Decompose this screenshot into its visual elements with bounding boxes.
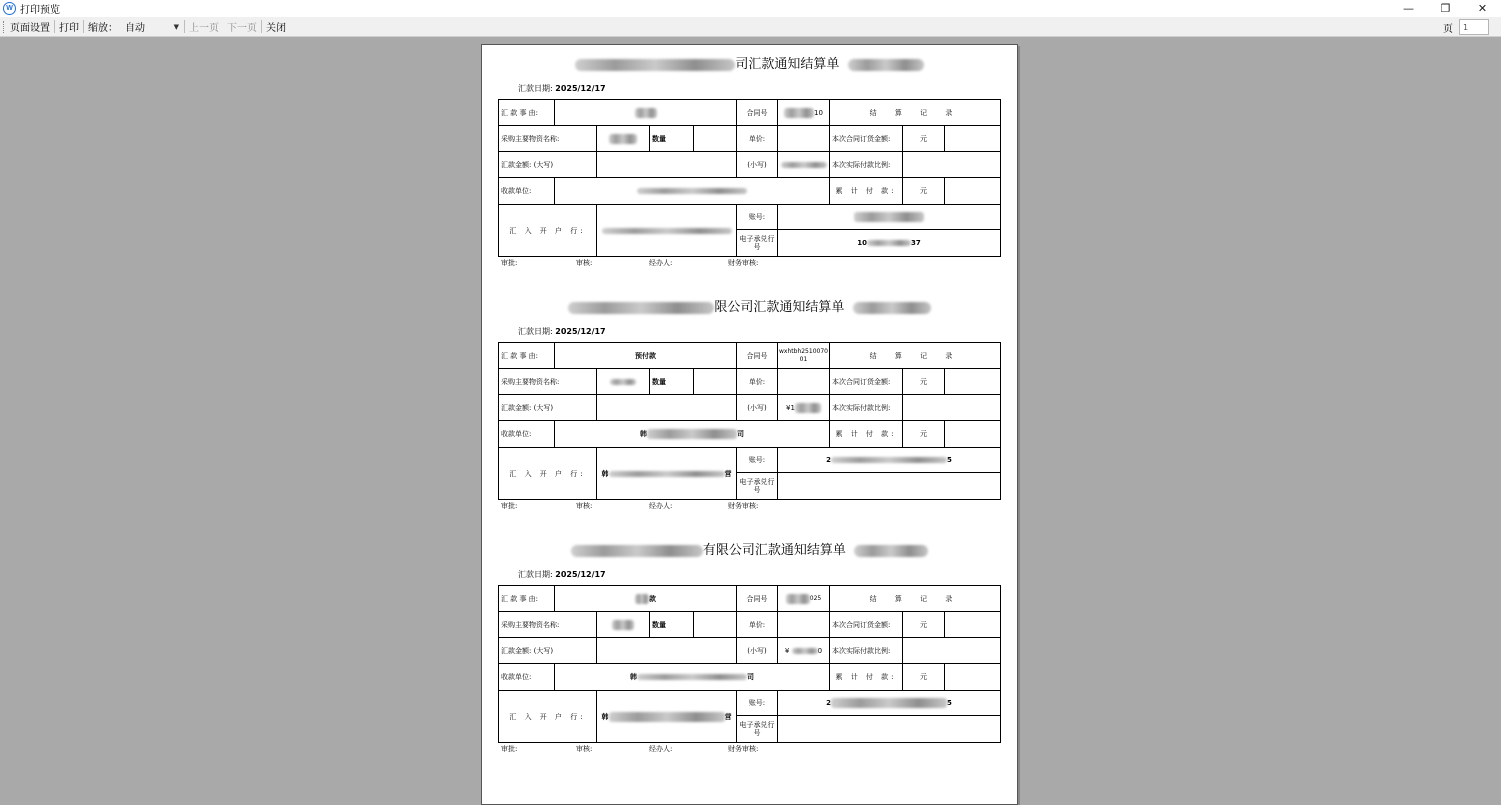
form-title: 司汇款通知结算单 [498,53,1001,73]
redacted-text [786,594,810,604]
redacted-text [609,134,637,144]
app-logo-icon: W [3,2,16,15]
zoom-select[interactable] [122,19,182,35]
restore-button[interactable]: ❐ [1440,2,1451,15]
zoom-label: 缩放： [88,23,118,34]
redacted-text [854,212,924,222]
redacted-text [854,545,928,557]
redacted-text [637,674,747,680]
redacted-text [609,471,725,477]
remit-date: 汇款日期: 2025/12/17 [518,327,606,336]
redacted-text [831,457,947,463]
redacted-text [867,240,911,246]
close-preview-button[interactable]: 关闭 [266,23,286,34]
settlement-form-2 [498,296,1001,514]
settlement-grid: 汇 款 事 由: 预付款 合同号 wxhtbh251007001 结 算 记 录 采购主要物资名称: 数量 单价: 本次合同订货金额: 元 汇款金额: (大写) (小写) ¥1 本次实际付款比例: 收款单位: 韩 司 累 计 付 款: 元 汇 入 开 户 行: 韩 营 账号: 2 5 电子承兑行号 [498,342,1001,500]
window-title: 打印预览 [20,5,60,16]
settlement-grid: 汇 款 事 由: 款 合同号 025 结 算 记 录 采购主要物资名称: 数量 单价: 本次合同订货金额: 元 汇款金额: (大写) (小写) ¥ 0 本次实际付款比例: 收款单位: 韩 司 累 计 付 款: 元 汇 入 开 户 行: 韩 营 账号: 2 5 电子承兑行号 [498,585,1001,743]
redacted-text [635,108,657,118]
form-footer: 审批: 审核: 经办人: 财务审核: [501,259,759,267]
preview-page [481,44,1018,805]
redacted-text [848,59,924,71]
chevron-down-icon: ▼ [173,22,179,31]
print-preview-toolbar [0,17,1501,37]
minimize-button[interactable]: — [1403,2,1414,15]
remit-date: 汇款日期: 2025/12/17 [518,84,606,93]
redacted-text [602,228,732,234]
prev-page-button[interactable]: 上一页 [189,23,219,34]
page-label: 页 [1443,23,1453,35]
page-number-input[interactable] [1459,19,1489,35]
form-footer: 审批: 审核: 经办人: 财务审核: [501,745,759,753]
redacted-text [637,188,747,194]
form-title: 有限公司汇款通知结算单 [498,539,1001,559]
settlement-form-1 [498,53,1001,271]
form-footer: 审批: 审核: 经办人: 财务审核: [501,502,759,510]
redacted-text [575,59,735,71]
settlement-grid: 汇 款 事 由: 合同号 10 结 算 记 录 采购主要物资名称: 数量 单价: 本次合同订货金额: 元 汇款金额: (大写) (小写) 本次实际付款比例: 收款单位: 累 计 付 款: 元 汇 入 开 户 行: 账号: 电子承兑行号 10 37 [498,99,1001,257]
settlement-form-3 [498,539,1001,757]
window-titlebar [0,0,1501,17]
redacted-text [647,429,737,439]
redacted-text [571,545,703,557]
redacted-text [792,648,818,654]
redacted-text [784,108,814,118]
form-title: 限公司汇款通知结算单 [498,296,1001,316]
page-setup-button[interactable]: 页面设置 [10,23,50,34]
redacted-text [612,620,634,630]
remit-date: 汇款日期: 2025/12/17 [518,570,606,579]
close-window-button[interactable]: ✕ [1477,2,1488,15]
print-button[interactable]: 打印 [59,23,79,34]
window-controls [1390,0,1501,17]
zoom-value: 自动 [125,23,145,34]
redacted-text [635,594,649,604]
redacted-text [610,379,636,385]
redacted-text [609,712,725,722]
redacted-text [781,162,827,168]
next-page-button[interactable]: 下一页 [227,23,257,34]
redacted-text [853,302,931,314]
redacted-text [795,403,821,413]
redacted-text [831,698,947,708]
redacted-text [568,302,714,314]
